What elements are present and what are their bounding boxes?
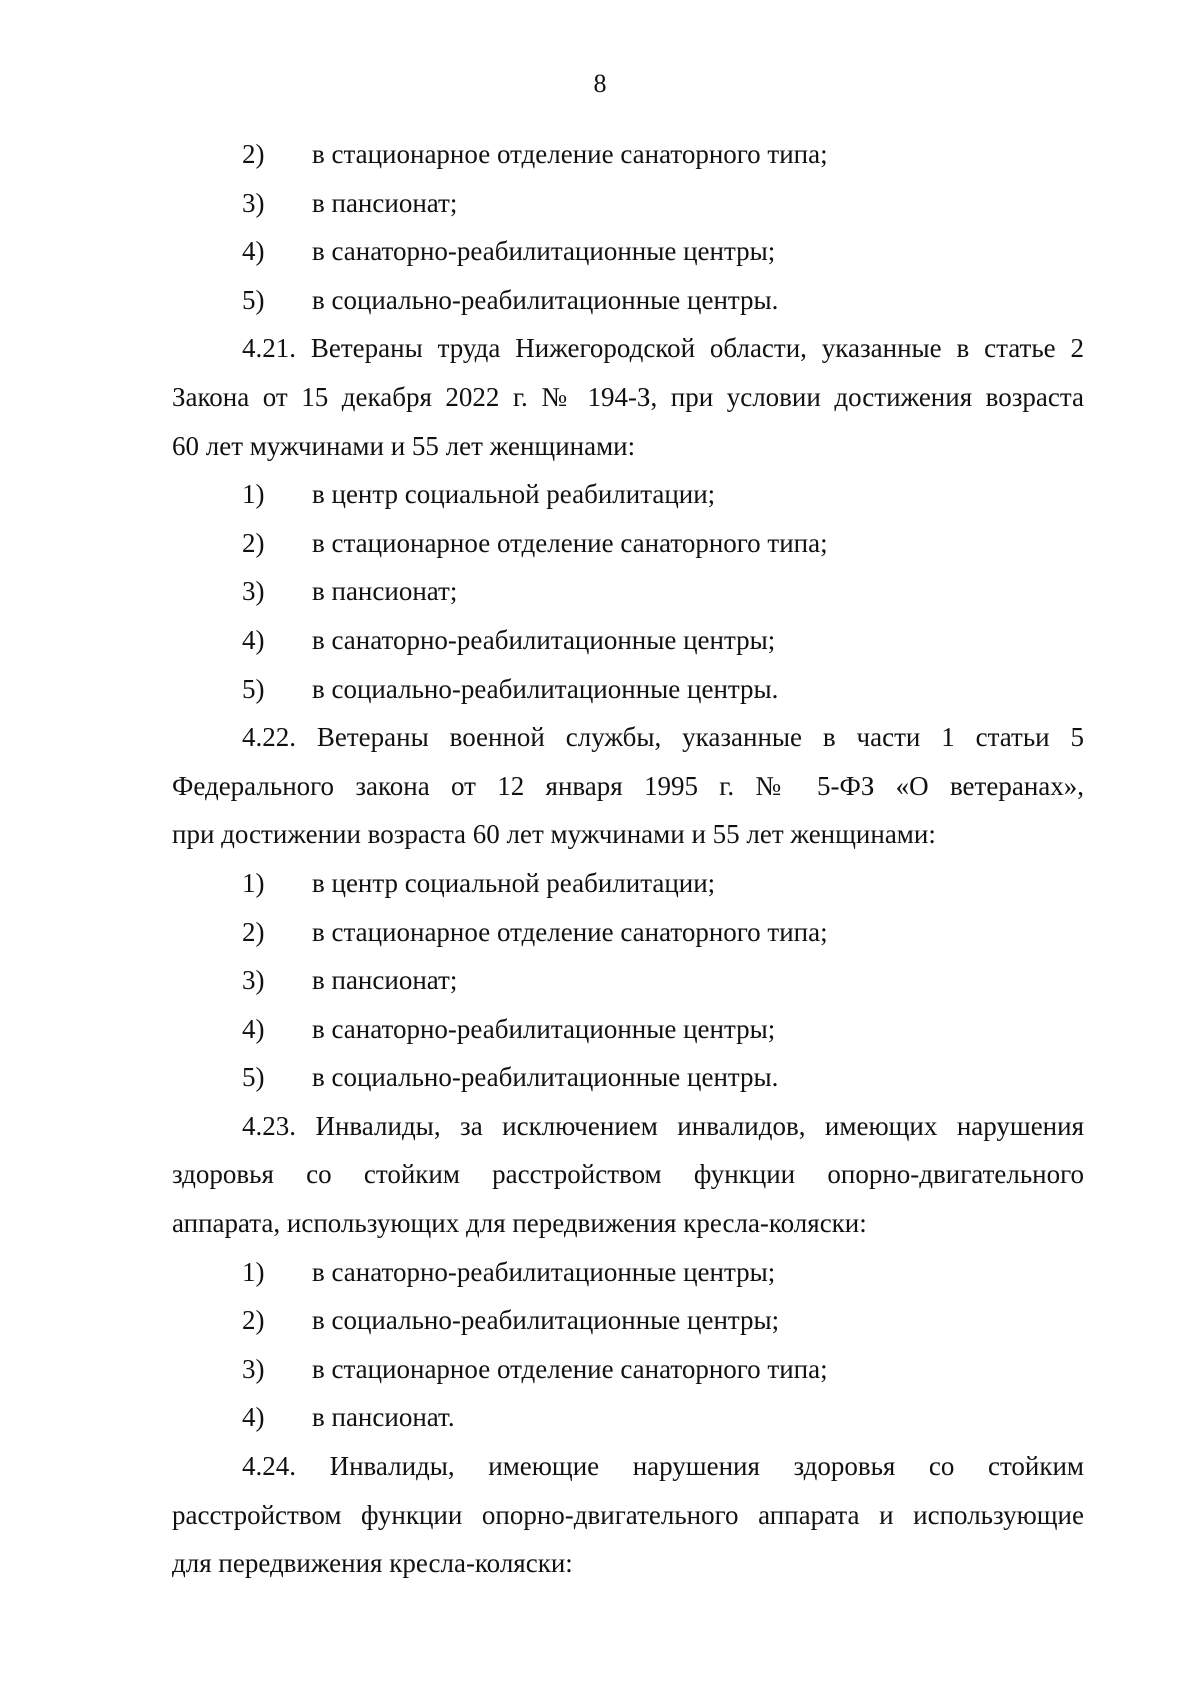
list-item-text: в санаторно-реабилитационные центры; [312, 1013, 776, 1044]
section-4-21 [172, 324, 1084, 713]
paragraph-line: Федерального закона от 12 января 1995 г. № 5-ФЗ «О ветеранах», [172, 770, 1084, 801]
paragraph-line: 4.22. Ветераны военной службы, указанные в части 1 статьи 5 [242, 722, 1084, 753]
list-item-number: 4) [242, 236, 265, 267]
list-item-text: в социально-реабилитационные центры. [312, 673, 779, 704]
list-item-number: 1) [242, 867, 265, 898]
list-item-text: в пансионат; [312, 965, 458, 996]
list-item-number: 2) [242, 527, 265, 558]
section-4-22 [172, 713, 1084, 1102]
list-item-number: 1) [242, 479, 265, 510]
list-item-text: в пансионат. [312, 1402, 455, 1433]
list-item [172, 130, 1084, 179]
paragraph-line: для передвижения кресла-коляски: [172, 1548, 573, 1579]
list-item-text: в социально-реабилитационные центры. [312, 1062, 779, 1093]
paragraph-line: 4.24. Инвалиды, имеющие нарушения здоровья со стойким [242, 1451, 1084, 1482]
list-item [172, 1248, 1084, 1297]
list-item-number: 4) [242, 1402, 265, 1433]
list-item-number: 5) [242, 673, 265, 704]
paragraph-line: аппарата, использующих для передвижения кресла-коляски: [172, 1208, 867, 1239]
list-item [172, 1296, 1084, 1345]
list-item [172, 1345, 1084, 1394]
list-item-number: 2) [242, 1305, 265, 1336]
list-item [172, 956, 1084, 1005]
paragraph-line: расстройством функции опорно-двигательного аппарата и использующие [172, 1499, 1084, 1530]
list-item [172, 859, 1084, 908]
page-number: 8 [593, 69, 607, 98]
paragraph-line: Закона от 15 декабря 2022 г. № 194-З, при условии достижения возраста [172, 381, 1084, 412]
list-block-continuation [172, 130, 1084, 324]
list-item [172, 470, 1084, 519]
paragraph-line: 60 лет мужчинами и 55 лет женщинами: [172, 430, 636, 461]
list-item-number: 5) [242, 1062, 265, 1093]
paragraph-line: 4.23. Инвалиды, за исключением инвалидов, имеющих нарушения [242, 1110, 1084, 1141]
list-item-text: в социально-реабилитационные центры. [312, 284, 779, 315]
list-item [172, 1005, 1084, 1054]
list-item [172, 616, 1084, 665]
list-item-text: в стационарное отделение санаторного типа; [312, 139, 828, 169]
list-item [172, 665, 1084, 714]
list-item [172, 227, 1084, 276]
list-item [172, 276, 1084, 325]
list-item-text: в санаторно-реабилитационные центры; [312, 236, 776, 267]
list-item-number: 3) [242, 187, 265, 218]
list-item-text: в социально-реабилитационные центры; [312, 1305, 780, 1336]
list-item-text: в пансионат; [312, 187, 458, 218]
list-item-number: 3) [242, 965, 265, 996]
list-item [172, 1053, 1084, 1102]
list-item-text: в санаторно-реабилитационные центры; [312, 624, 776, 655]
paragraph-line: 4.21. Ветераны труда Нижегородской области, указанные в статье 2 [242, 333, 1084, 364]
section-4-24 [172, 1442, 1084, 1588]
list-item-text: в стационарное отделение санаторного типа; [312, 1353, 828, 1384]
list-item-text: в центр социальной реабилитации; [312, 867, 716, 898]
paragraph-line: при достижении возраста 60 лет мужчинами и 55 лет женщинами: [172, 819, 936, 850]
list-item-number: 2) [242, 139, 265, 169]
list-item [172, 1393, 1084, 1442]
list-item-number: 1) [242, 1256, 265, 1287]
list-item [172, 179, 1084, 228]
list-item-text: в стационарное отделение санаторного типа; [312, 916, 828, 947]
list-item-number: 4) [242, 1013, 265, 1044]
list-item [172, 908, 1084, 957]
list-item-number: 3) [242, 1353, 265, 1384]
list-item-text: в центр социальной реабилитации; [312, 479, 716, 510]
list-item-number: 3) [242, 576, 265, 607]
document-body [172, 130, 1084, 1588]
section-4-23 [172, 1102, 1084, 1442]
list-item-text: в санаторно-реабилитационные центры; [312, 1256, 776, 1287]
list-item [172, 519, 1084, 568]
list-item [172, 567, 1084, 616]
list-item-number: 5) [242, 284, 265, 315]
list-item-text: в пансионат; [312, 576, 458, 607]
list-item-number: 2) [242, 916, 265, 947]
paragraph-line: здоровья со стойким расстройством функции опорно-двигательного [172, 1159, 1084, 1190]
list-item-number: 4) [242, 624, 265, 655]
list-item-text: в стационарное отделение санаторного типа; [312, 527, 828, 558]
